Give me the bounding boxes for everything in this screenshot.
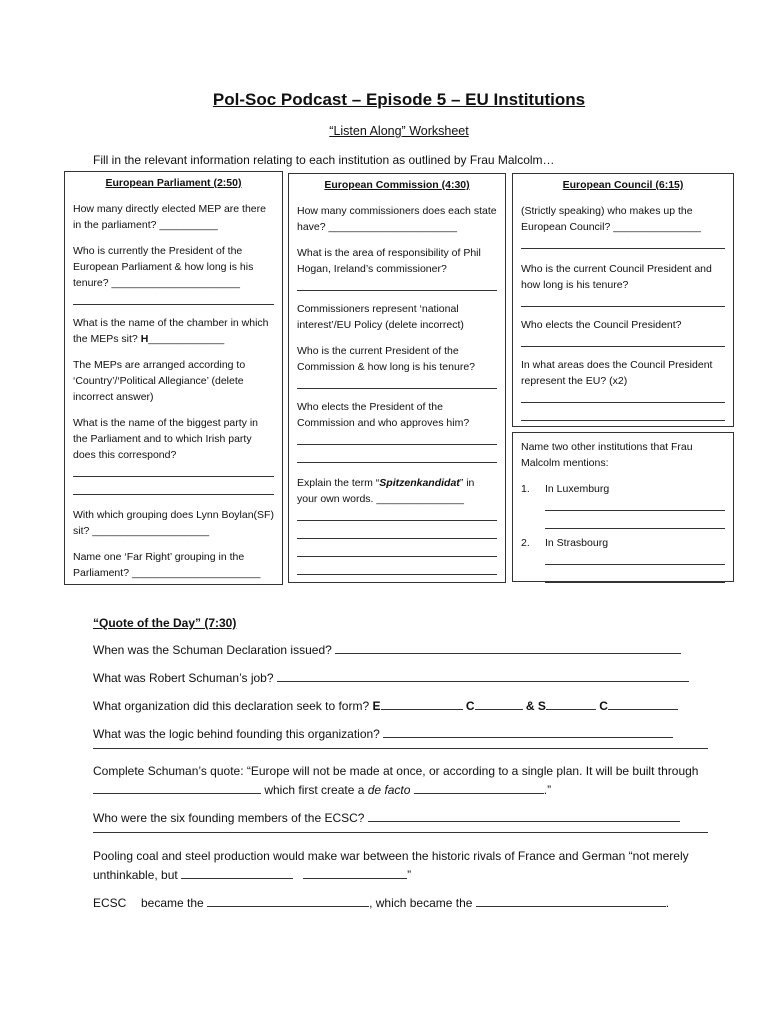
quote-of-the-day-title: “Quote of the Day” (7:30) [93, 616, 237, 630]
ep-question-arrangement[interactable]: The MEPs are arranged according to ‘Country’/‘Political Allegiance’ (delete incorrect answer) [73, 359, 246, 403]
qd-question-complete-quote[interactable]: Complete Schuman’s quote: “Europe will not be made at once, or according to a single plan. It will be built through which first create a de facto .” [93, 764, 699, 797]
answer-line[interactable] [297, 431, 497, 445]
cn-question-elects[interactable]: Who elects the Council President? [521, 319, 682, 331]
cn-question-makes-up[interactable]: (Strictly speaking) who makes up the European Council? _______________ [521, 205, 701, 233]
answer-line[interactable] [521, 293, 725, 307]
qd-question-organization[interactable]: What organization did this declaration seek to form? E C & S C [93, 697, 708, 716]
answer-line[interactable] [297, 561, 497, 575]
other-institutions-intro: Name two other institutions that Frau Malcolm mentions: [521, 441, 693, 469]
answer-line[interactable] [73, 481, 274, 495]
answer-line[interactable] [545, 497, 725, 511]
ep-question-far-right[interactable]: Name one ‘Far Right’ grouping in the Parliament? ______________________ [73, 551, 261, 579]
answer-line[interactable] [73, 463, 274, 477]
qd-question-ecsc-became[interactable]: ECSC became the , which became the . [93, 896, 670, 910]
qd-question-pooling[interactable]: Pooling coal and steel production would make war between the historic rivals of France and German “not merely unthinkable, but ” [93, 849, 689, 882]
ec-question-elects-president[interactable]: Who elects the President of the Commission and who approves him? [297, 401, 470, 429]
ep-question-lynn-boylan[interactable]: With which grouping does Lynn Boylan(SF) sit? ____________________ [73, 509, 274, 537]
list-number: 1. [521, 483, 530, 495]
quote-of-the-day-section [93, 615, 708, 922]
qd-question-founding-members[interactable]: Who were the six founding members of the ECSC? [93, 809, 708, 833]
european-council-box [512, 173, 734, 427]
ep-question-president[interactable]: Who is currently the President of the European Parliament & how long is his tenure? ______________________ [73, 245, 254, 289]
cn-question-represent-areas[interactable]: In what areas does the Council President represent the EU? (x2) [521, 359, 713, 387]
ec-question-phil-hogan[interactable]: What is the area of responsibility of Phil Hogan, Ireland’s commissioner? [297, 247, 481, 275]
qd-question-schuman-job[interactable]: What was Robert Schuman’s job? [93, 669, 708, 688]
qd-question-declaration-date[interactable]: When was the Schuman Declaration issued? [93, 641, 708, 660]
answer-line[interactable] [297, 543, 497, 557]
ec-question-commissioners[interactable]: How many commissioners does each state have? ______________________ [297, 205, 497, 233]
european-commission-title: European Commission (4:30) [324, 179, 470, 191]
answer-line[interactable] [297, 375, 497, 389]
answer-line[interactable] [521, 407, 725, 421]
answer-line[interactable] [297, 525, 497, 539]
ep-question-mep-count[interactable]: How many directly elected MEP are there in the parliament? __________ [73, 203, 266, 231]
ec-question-president[interactable]: Who is the current President of the Commission & how long is his tenure? [297, 345, 475, 373]
list-item-label: In Strasbourg [545, 537, 609, 549]
european-commission-box [288, 173, 506, 583]
ep-question-chamber[interactable]: What is the name of the chamber in which the MEPs sit? H_____________ [73, 317, 269, 345]
answer-line[interactable] [521, 333, 725, 347]
other-institutions-box [512, 432, 734, 582]
list-item [521, 481, 725, 529]
answer-line[interactable] [521, 235, 725, 249]
ec-question-spitzenkandidat[interactable]: Explain the term “Spitzenkandidat” in your own words. _______________ [297, 477, 475, 505]
qd-question-logic[interactable]: What was the logic behind founding this organization? [93, 725, 708, 749]
list-item [521, 535, 725, 583]
answer-line[interactable] [545, 551, 725, 565]
answer-line[interactable] [73, 291, 274, 305]
answer-line[interactable] [297, 449, 497, 463]
answer-line[interactable] [93, 830, 708, 833]
answer-line[interactable] [545, 569, 725, 583]
answer-line[interactable] [521, 389, 725, 403]
european-parliament-box [64, 171, 283, 585]
list-item-label: In Luxemburg [545, 483, 610, 495]
answer-line[interactable] [297, 277, 497, 291]
list-number: 2. [521, 537, 530, 549]
instructions: Fill in the relevant information relating to each institution as outlined by Frau Malcolm… [93, 153, 555, 167]
answer-line[interactable] [93, 746, 708, 749]
page-subtitle: “Listen Along” Worksheet [329, 124, 469, 138]
ep-question-biggest-party[interactable]: What is the name of the biggest party in the Parliament and to which Irish party does this correspond? [73, 417, 259, 461]
page-title: Pol-Soc Podcast – Episode 5 – EU Institutions [212, 90, 586, 109]
ec-question-represent[interactable]: Commissioners represent ‘national interest’/EU Policy (delete incorrect) [297, 303, 464, 331]
answer-line[interactable] [297, 507, 497, 521]
european-parliament-title: European Parliament (2:50) [105, 177, 242, 189]
answer-line[interactable] [545, 515, 725, 529]
cn-question-president[interactable]: Who is the current Council President and how long is his tenure? [521, 263, 712, 291]
european-council-title: European Council (6:15) [562, 179, 684, 191]
